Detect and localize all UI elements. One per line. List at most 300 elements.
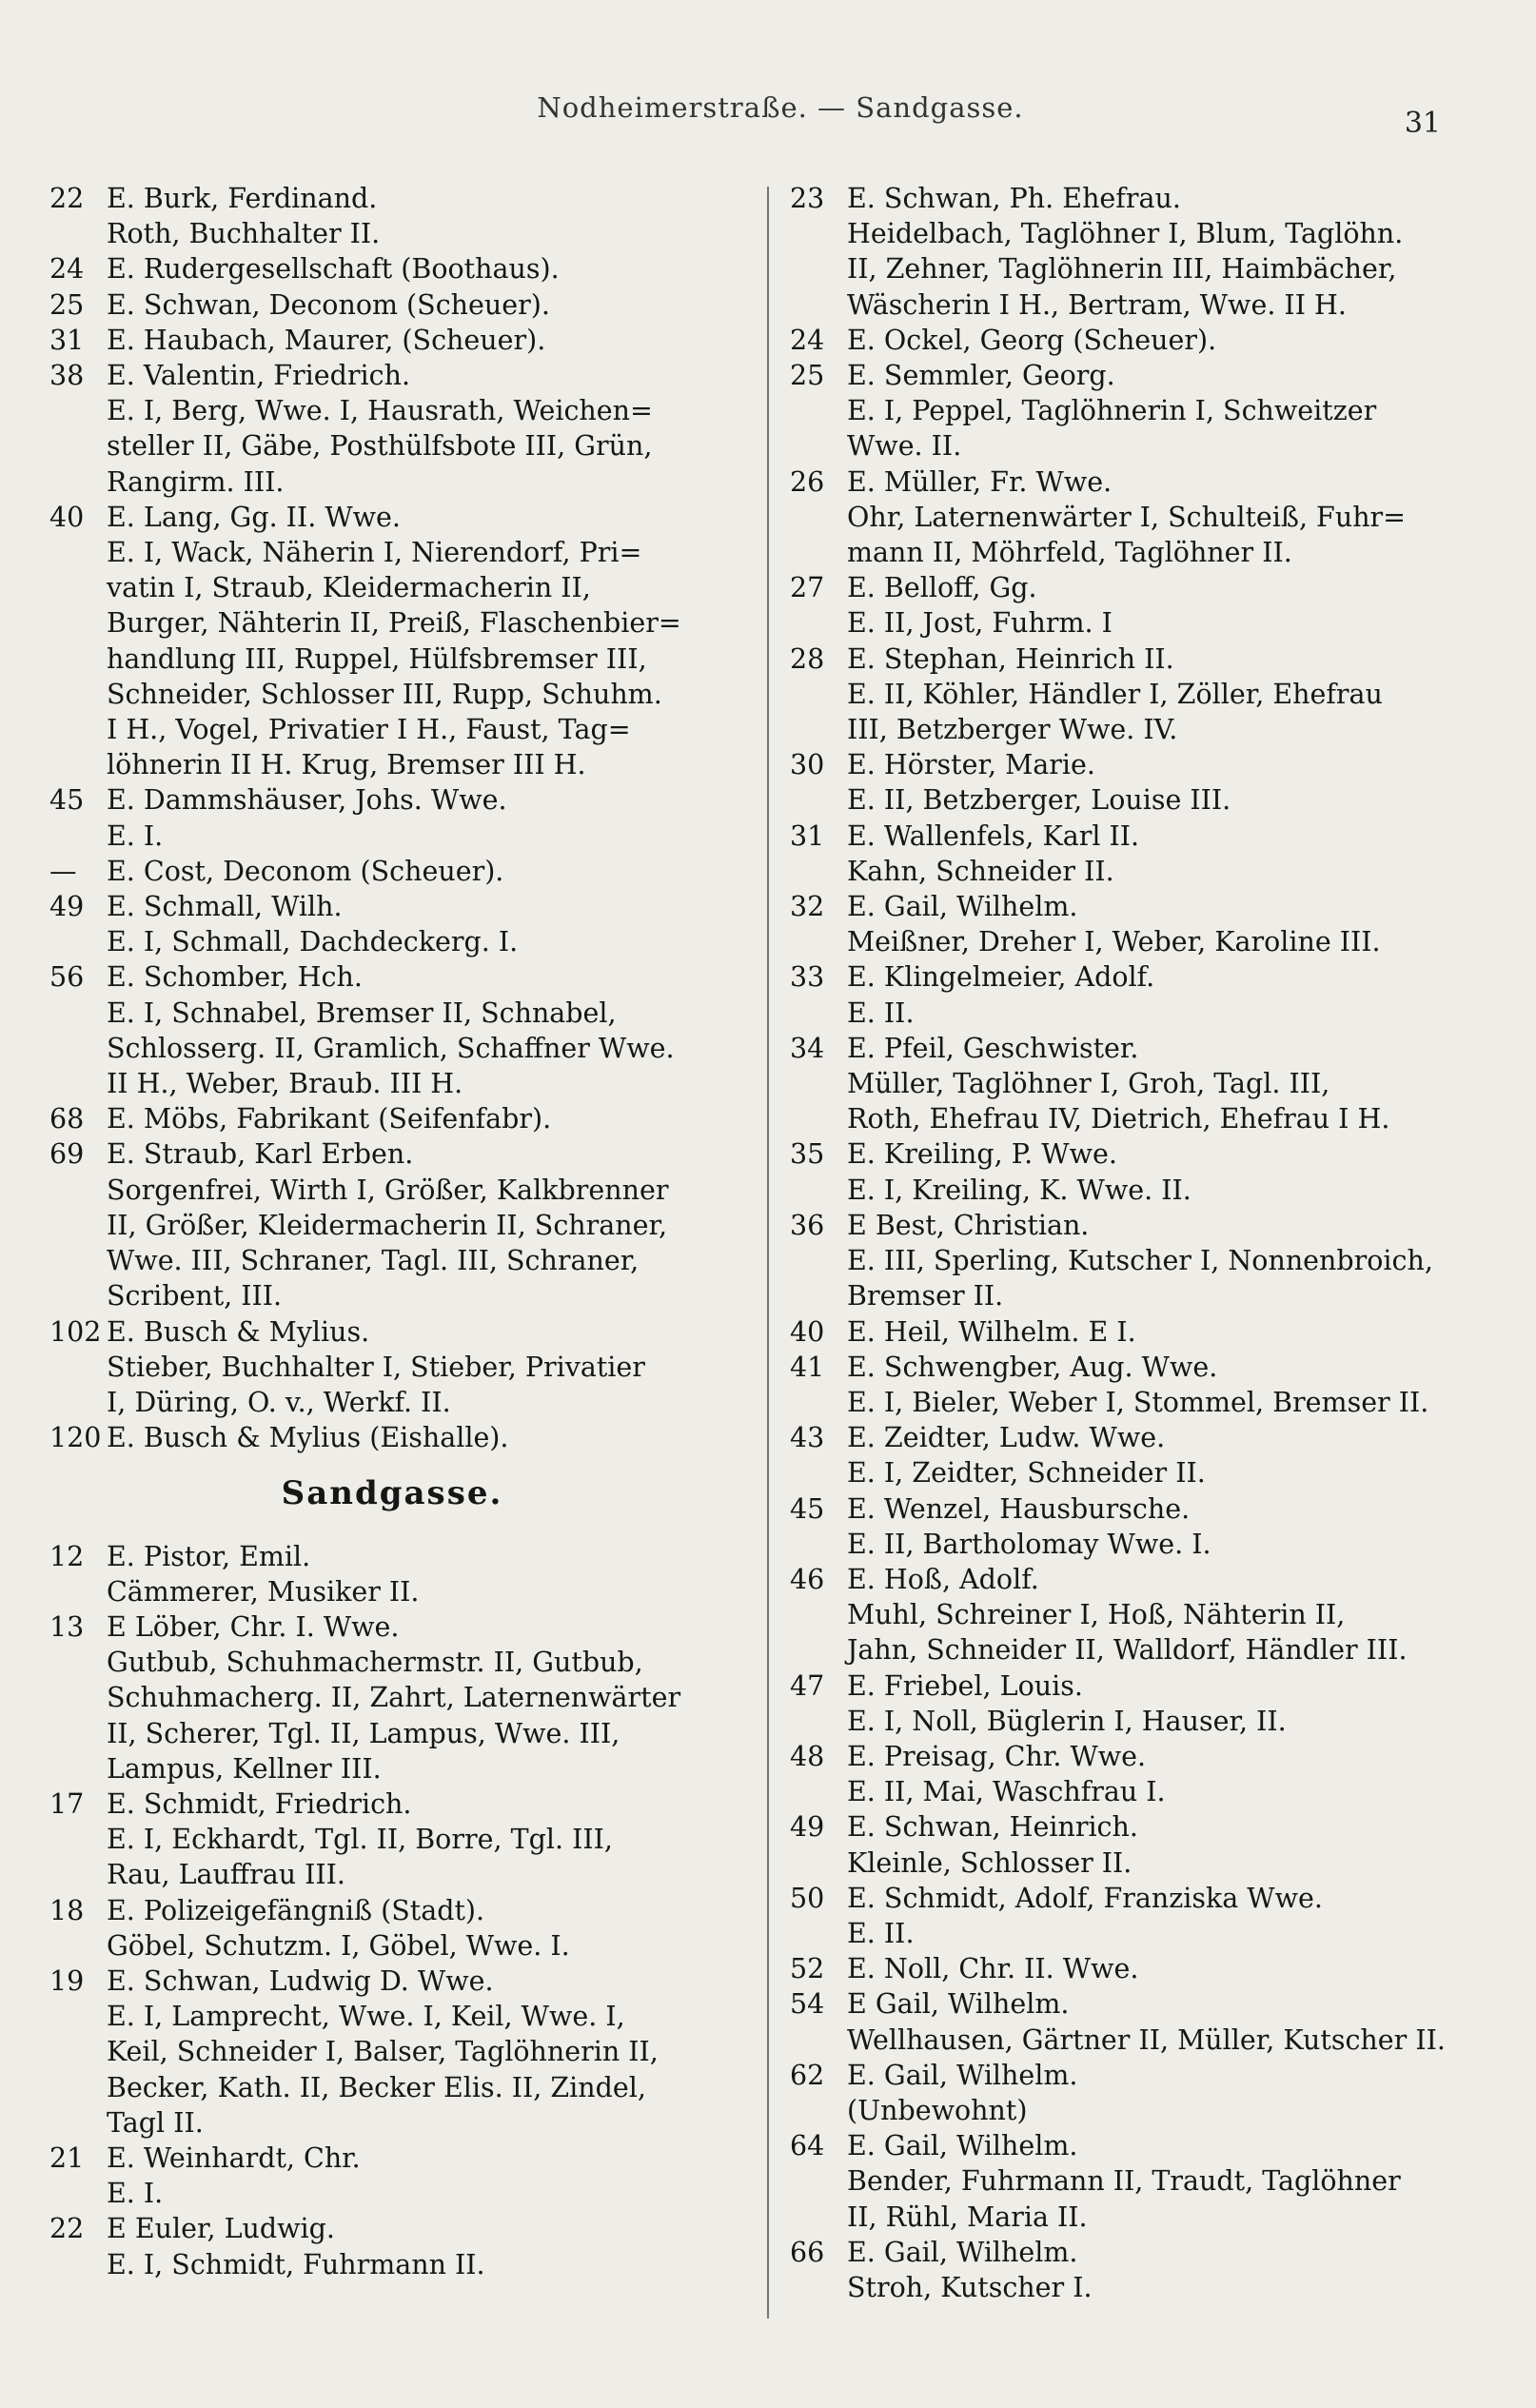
- house-number: 56: [49, 961, 85, 994]
- house-number: 120: [49, 1422, 102, 1454]
- house-number: 54: [790, 1988, 825, 2021]
- entry-text: E. Müller, Fr. Wwe.: [847, 465, 1113, 498]
- house-entry: [790, 959, 1485, 1030]
- entry-tenant-line: [790, 251, 1485, 286]
- entry-tenant-line: [790, 216, 1485, 251]
- house-entry: [49, 1539, 735, 1609]
- entry-tenant-line: [790, 1527, 1485, 1562]
- entry-owner-line: [49, 782, 735, 818]
- entry-tenant-line: [49, 924, 735, 959]
- entry-text: II H., Weber, Braub. III H.: [107, 1068, 463, 1100]
- house-entry: [790, 570, 1485, 641]
- entry-owner-line: [49, 500, 735, 535]
- entry-text: E. Rudergesellschaft (Boothaus).: [107, 253, 560, 286]
- column-divider: [767, 187, 769, 2319]
- house-entry: [790, 889, 1485, 959]
- entry-tenant-line: [49, 393, 735, 428]
- entry-tenant-line: [49, 712, 735, 747]
- entry-owner-line: [790, 1562, 1485, 1597]
- entry-text: Tagl II.: [107, 2106, 204, 2139]
- entry-text: Heidelbach, Taglöhner I, Blum, Taglöhn.: [847, 218, 1404, 250]
- entry-text: Kleinle, Schlosser II.: [847, 1846, 1132, 1879]
- entry-text: Jahn, Schneider II, Walldorf, Händler III.: [847, 1634, 1408, 1667]
- house-number: 32: [790, 891, 825, 923]
- entry-text: E. Schwengber, Aug. Wwe.: [847, 1351, 1218, 1383]
- entry-text: E. Weinhardt, Chr.: [107, 2142, 361, 2174]
- entry-text: E. Schmidt, Adolf, Franziska Wwe.: [847, 1882, 1323, 1914]
- entry-text: II, Rühl, Maria II.: [847, 2201, 1088, 2233]
- house-number: 18: [49, 1894, 85, 1926]
- entry-owner-line: [790, 1208, 1485, 1243]
- entry-text: Becker, Kath. II, Becker Elis. II, Zindel,: [107, 2071, 646, 2103]
- entry-owner-line: [790, 2128, 1485, 2163]
- house-entry: [790, 1031, 1485, 1137]
- house-entry: [790, 1491, 1485, 1562]
- house-number: 19: [49, 1964, 85, 1997]
- house-number: 50: [790, 1882, 825, 1914]
- entry-text: II, Scherer, Tgl. II, Lampus, Wwe. III,: [107, 1717, 620, 1749]
- entry-text: E. II, Betzberger, Louise III.: [847, 784, 1231, 817]
- entry-text: E. I, Schnabel, Bremser II, Schnabel,: [107, 997, 617, 1029]
- entry-owner-line: [49, 358, 735, 393]
- entry-owner-line: [49, 854, 735, 889]
- entry-text: E. I, Berg, Wwe. I, Hausrath, Weichen=: [107, 395, 653, 427]
- house-entry: [790, 1208, 1485, 1314]
- entry-text: E. Gail, Wilhelm.: [847, 2236, 1078, 2268]
- entry-text: mann II, Möhrfeld, Taglöhner II.: [847, 537, 1292, 569]
- entry-tenant-line: [49, 1645, 735, 1680]
- entry-owner-line: [790, 323, 1485, 358]
- entry-owner-line: [790, 1809, 1485, 1845]
- house-number: 28: [790, 642, 825, 675]
- entry-tenant-line: [49, 1243, 735, 1278]
- entry-text: Sorgenfrei, Wirth I, Größer, Kalkbrenner: [107, 1174, 669, 1206]
- house-number: 25: [49, 288, 85, 321]
- house-entry: [790, 1668, 1485, 1739]
- house-entry: [49, 500, 735, 783]
- entry-text: E. I, Noll, Büglerin I, Hauser, II.: [847, 1705, 1287, 1737]
- entry-owner-line: [790, 1951, 1485, 1986]
- house-number: 49: [49, 891, 85, 923]
- house-number: 68: [49, 1103, 85, 1135]
- left-entries-bottom: [49, 1539, 735, 2282]
- entry-tenant-line: [790, 1101, 1485, 1136]
- house-number: 33: [790, 961, 825, 994]
- house-number: 41: [790, 1351, 825, 1383]
- entry-text: Scribent, III.: [107, 1280, 283, 1313]
- house-entry: [49, 1893, 735, 1964]
- house-entry: [790, 1314, 1485, 1350]
- entry-text: E. Kreiling, P. Wwe.: [847, 1138, 1117, 1171]
- entry-tenant-line: [49, 1716, 735, 1751]
- entry-owner-line: [49, 1420, 735, 1455]
- house-number: 102: [49, 1315, 102, 1348]
- entry-tenant-line: [49, 605, 735, 641]
- entry-text: Wäscherin I H., Bertram, Wwe. II H.: [847, 288, 1347, 321]
- entry-text: E. Lang, Gg. II. Wwe.: [107, 501, 401, 533]
- entry-text: E. Klingelmeier, Adolf.: [847, 961, 1155, 994]
- right-entries: [790, 181, 1485, 2305]
- entry-text: Rangirm. III.: [107, 465, 285, 498]
- entry-tenant-line: [790, 1632, 1485, 1668]
- entry-tenant-line: [49, 2105, 735, 2141]
- house-number: 21: [49, 2142, 85, 2174]
- house-number: 43: [790, 1422, 825, 1454]
- entry-tenant-line: [49, 819, 735, 854]
- entry-text: vatin I, Straub, Kleidermacherin II,: [107, 572, 591, 604]
- entry-text: Ohr, Laternenwärter I, Schulteiß, Fuhr=: [847, 501, 1407, 533]
- house-number: 13: [49, 1610, 85, 1643]
- entry-text: Bender, Fuhrmann II, Traudt, Taglöhner: [847, 2165, 1401, 2198]
- house-number: 62: [790, 2059, 825, 2091]
- entry-owner-line: [790, 1031, 1485, 1066]
- entry-text: E. Pistor, Emil.: [107, 1540, 311, 1572]
- entry-tenant-line: [790, 1455, 1485, 1490]
- entry-owner-line: [49, 1964, 735, 1999]
- entry-text: Rau, Lauffrau III.: [107, 1859, 345, 1891]
- house-number: 52: [790, 1953, 825, 1985]
- entry-text: E. Schwan, Ludwig D. Wwe.: [107, 1964, 494, 1997]
- house-entry: [790, 1739, 1485, 1809]
- entry-tenant-line: [49, 2034, 735, 2069]
- entry-tenant-line: [49, 2070, 735, 2105]
- entry-text: E. Cost, Deconom (Scheuer).: [107, 855, 504, 887]
- entry-text: E. I, Lamprecht, Wwe. I, Keil, Wwe. I,: [107, 2001, 625, 2033]
- entry-tenant-line: [49, 747, 735, 782]
- house-number: 66: [790, 2236, 825, 2268]
- entry-owner-line: [49, 1893, 735, 1928]
- entry-tenant-line: [49, 1208, 735, 1243]
- entry-tenant-line: [790, 500, 1485, 535]
- entry-tenant-line: [49, 2176, 735, 2211]
- house-number: 49: [790, 1811, 825, 1844]
- entry-text: E. Wallenfels, Karl II.: [847, 819, 1140, 852]
- house-entry: [49, 1609, 735, 1786]
- entry-text: E. Preisag, Chr. Wwe.: [847, 1740, 1147, 1772]
- entry-owner-line: [790, 358, 1485, 393]
- entry-text: E. Gail, Wilhelm.: [847, 2130, 1078, 2162]
- entry-text: E. Schmall, Wilh.: [107, 891, 343, 923]
- entry-owner-line: [790, 1986, 1485, 2022]
- entry-owner-line: [49, 1609, 735, 1645]
- entry-text: E. Gail, Wilhelm.: [847, 891, 1078, 923]
- entry-tenant-line: [790, 677, 1485, 712]
- entry-tenant-line: [49, 1385, 735, 1420]
- house-number: 45: [49, 784, 85, 817]
- house-entry: [49, 181, 735, 251]
- entry-tenant-line: [49, 2247, 735, 2282]
- entry-text: Göbel, Schutzm. I, Göbel, Wwe. I.: [107, 1929, 570, 1962]
- section-title-sandgasse: Sandgasse.: [281, 1474, 503, 1513]
- entry-tenant-line: [790, 1704, 1485, 1739]
- house-number: 48: [790, 1740, 825, 1772]
- entry-tenant-line: [790, 712, 1485, 747]
- house-entry: [49, 1314, 735, 1421]
- entry-text: E. Burk, Ferdinand.: [107, 183, 378, 214]
- entry-tenant-line: [790, 924, 1485, 959]
- house-number: 30: [790, 749, 825, 781]
- entry-tenant-line: [790, 2023, 1485, 2058]
- entry-owner-line: [790, 1668, 1485, 1704]
- entry-text: E. II, Jost, Fuhrm. I: [847, 607, 1113, 640]
- entry-tenant-line: [790, 2270, 1485, 2305]
- entry-owner-line: [790, 2235, 1485, 2270]
- entry-text: E. I, Kreiling, K. Wwe. II.: [847, 1174, 1191, 1206]
- entry-text: E. II, Köhler, Händler I, Zöller, Ehefrau: [847, 678, 1383, 710]
- entry-text: E. III, Sperling, Kutscher I, Nonnenbroich,: [847, 1245, 1433, 1277]
- house-number: —: [49, 855, 77, 887]
- page-number: 31: [1404, 107, 1441, 140]
- entry-text: E. Haubach, Maurer, (Scheuer).: [107, 324, 546, 356]
- entry-text: E. Straub, Karl Erben.: [107, 1138, 414, 1171]
- house-entry: [790, 1881, 1485, 1951]
- house-entry: [49, 2211, 735, 2281]
- entry-text: Gutbub, Schuhmachermstr. II, Gutbub,: [107, 1647, 643, 1679]
- entry-text: Müller, Taglöhner I, Groh, Tagl. III,: [847, 1068, 1330, 1100]
- house-number: 47: [790, 1669, 825, 1702]
- house-entry: [49, 1101, 735, 1136]
- entry-tenant-line: [790, 605, 1485, 641]
- house-number: 12: [49, 1540, 85, 1572]
- entry-text: E. II.: [847, 997, 915, 1029]
- entry-owner-line: [49, 2141, 735, 2176]
- entry-owner-line: [790, 641, 1485, 677]
- entry-tenant-line: [49, 641, 735, 677]
- house-entry: [49, 959, 735, 1101]
- entry-tenant-line: [790, 428, 1485, 464]
- entry-text: E. Noll, Chr. II. Wwe.: [847, 1953, 1139, 1985]
- house-entry: [790, 641, 1485, 748]
- house-entry: [790, 181, 1485, 323]
- entry-tenant-line: [790, 2200, 1485, 2235]
- entry-text: E. Friebel, Louis.: [847, 1669, 1083, 1702]
- entry-text: Wellhausen, Gärtner II, Müller, Kutscher II.: [847, 2023, 1446, 2056]
- house-entry: [790, 1136, 1485, 1207]
- house-number: 22: [49, 183, 85, 214]
- entry-tenant-line: [49, 1928, 735, 1964]
- entry-text: E. Pfeil, Geschwister.: [847, 1032, 1139, 1064]
- house-number: 38: [49, 360, 85, 392]
- entry-text: E. Busch & Mylius.: [107, 1315, 370, 1348]
- entry-text: E Euler, Ludwig.: [107, 2213, 335, 2245]
- entry-tenant-line: [790, 782, 1485, 818]
- entry-owner-line: [49, 287, 735, 323]
- entry-tenant-line: [49, 1999, 735, 2034]
- entry-text: E. Gail, Wilhelm.: [847, 2059, 1078, 2091]
- left-column: [49, 181, 735, 2282]
- entry-text: E. I, Wack, Näherin I, Nierendorf, Pri=: [107, 537, 642, 569]
- entry-owner-line: [790, 570, 1485, 605]
- entry-text: III, Betzberger Wwe. IV.: [847, 714, 1178, 746]
- house-entry: [790, 2128, 1485, 2235]
- entry-owner-line: [49, 1314, 735, 1350]
- entry-text: Stieber, Buchhalter I, Stieber, Privatier: [107, 1351, 645, 1383]
- house-number: 40: [790, 1315, 825, 1348]
- entry-owner-line: [49, 1539, 735, 1574]
- house-number: 24: [49, 253, 85, 286]
- entry-owner-line: [49, 181, 735, 216]
- house-entry: [49, 889, 735, 959]
- house-number: 46: [790, 1563, 825, 1595]
- entry-text: E. Hoß, Adolf.: [847, 1563, 1039, 1595]
- entry-tenant-line: [790, 535, 1485, 570]
- entry-text: (Unbewohnt): [847, 2094, 1028, 2126]
- house-number: 35: [790, 1138, 825, 1171]
- entry-tenant-line: [790, 1066, 1485, 1101]
- entry-owner-line: [790, 747, 1485, 782]
- house-number: 17: [49, 1787, 85, 1820]
- house-number: 31: [790, 819, 825, 852]
- entry-text: Wwe. III, Schraner, Tagl. III, Schraner,: [107, 1245, 640, 1277]
- entry-text: Roth, Buchhalter II.: [107, 218, 381, 250]
- entry-text: E. Zeidter, Ludw. Wwe.: [847, 1422, 1166, 1454]
- entry-tenant-line: [49, 1031, 735, 1066]
- entry-text: E. Schomber, Hch.: [107, 961, 363, 994]
- entry-text: E. Semmler, Georg.: [847, 360, 1115, 392]
- entry-owner-line: [790, 1739, 1485, 1774]
- entry-text: steller II, Gäbe, Posthülfsbote III, Grün,: [107, 430, 653, 463]
- entry-owner-line: [790, 1314, 1485, 1350]
- house-number: 24: [790, 324, 825, 356]
- entry-owner-line: [790, 819, 1485, 854]
- entry-tenant-line: [49, 1350, 735, 1385]
- entry-tenant-line: [49, 464, 735, 500]
- house-entry: [49, 782, 735, 853]
- entry-text: Stroh, Kutscher I.: [847, 2271, 1093, 2303]
- entry-owner-line: [790, 1350, 1485, 1385]
- running-header: Nodheimerstraße. — Sandgasse.: [537, 91, 1024, 124]
- house-entry: [49, 1136, 735, 1313]
- entry-text: II, Zehner, Taglöhnerin III, Haimbächer,: [847, 253, 1397, 286]
- entry-text: Lampus, Kellner III.: [107, 1752, 382, 1785]
- house-entry: [790, 2235, 1485, 2305]
- entry-text: E. Möbs, Fabrikant (Seifenfabr).: [107, 1103, 552, 1135]
- house-entry: [49, 1420, 735, 1455]
- right-column: [790, 181, 1485, 2305]
- house-entry: [790, 464, 1485, 571]
- house-entry: [790, 747, 1485, 818]
- entry-text: Schlosserg. II, Gramlich, Schaffner Wwe.: [107, 1032, 675, 1064]
- house-entry: [790, 323, 1485, 358]
- entry-tenant-line: [790, 287, 1485, 323]
- entry-text: E Best, Christian.: [847, 1209, 1090, 1241]
- house-entry: [49, 287, 735, 323]
- entry-text: E. Belloff, Gg.: [847, 572, 1037, 604]
- entry-text: E. I.: [107, 819, 164, 852]
- entry-text: E. Wenzel, Hausbursche.: [847, 1492, 1191, 1525]
- entry-tenant-line: [49, 1574, 735, 1609]
- entry-owner-line: [49, 1101, 735, 1136]
- house-number: 22: [49, 2213, 85, 2245]
- house-number: 34: [790, 1032, 825, 1064]
- entry-text: Roth, Ehefrau IV, Dietrich, Ehefrau I H.: [847, 1103, 1390, 1135]
- entry-owner-line: [790, 2058, 1485, 2093]
- house-entry: [49, 251, 735, 286]
- entry-text: Schneider, Schlosser III, Rupp, Schuhm.: [107, 678, 662, 710]
- entry-tenant-line: [49, 1751, 735, 1786]
- house-number: 27: [790, 572, 825, 604]
- entry-owner-line: [49, 1786, 735, 1822]
- entry-text: handlung III, Ruppel, Hülfsbremser III,: [107, 642, 647, 675]
- entry-tenant-line: [790, 854, 1485, 889]
- entry-owner-line: [49, 1136, 735, 1172]
- house-number: 25: [790, 360, 825, 392]
- house-number: 69: [49, 1138, 85, 1171]
- house-entry: [49, 1786, 735, 1893]
- entry-text: E. Schmidt, Friedrich.: [107, 1787, 412, 1820]
- entry-text: E. I, Bieler, Weber I, Stommel, Bremser II.: [847, 1386, 1429, 1418]
- entry-text: E. I, Eckhardt, Tgl. II, Borre, Tgl. III,: [107, 1824, 613, 1856]
- entry-owner-line: [790, 959, 1485, 995]
- entry-owner-line: [49, 323, 735, 358]
- house-number: 23: [790, 183, 825, 214]
- entry-text: E. I, Schmidt, Fuhrmann II.: [107, 2248, 485, 2280]
- entry-text: E. II, Bartholomay Wwe. I.: [847, 1528, 1211, 1560]
- entry-text: E. I, Peppel, Taglöhnerin I, Schweitzer: [847, 395, 1377, 427]
- entry-tenant-line: [49, 216, 735, 251]
- entry-tenant-line: [790, 2093, 1485, 2128]
- entry-text: Burger, Nähterin II, Preiß, Flaschenbier=: [107, 607, 681, 640]
- house-entry: [49, 854, 735, 889]
- house-entry: [790, 1562, 1485, 1668]
- house-number: 64: [790, 2130, 825, 2162]
- entry-tenant-line: [49, 535, 735, 570]
- entry-text: Schuhmacherg. II, Zahrt, Laternenwärter: [107, 1682, 681, 1714]
- house-entry: [790, 1986, 1485, 2057]
- entry-owner-line: [790, 181, 1485, 216]
- entry-owner-line: [790, 1881, 1485, 1916]
- house-number: 26: [790, 465, 825, 498]
- entry-tenant-line: [49, 428, 735, 464]
- house-entry: [790, 2058, 1485, 2128]
- entry-text: Wwe. II.: [847, 430, 962, 463]
- entry-text: E. Stephan, Heinrich II.: [847, 642, 1174, 675]
- entry-text: E. Valentin, Friedrich.: [107, 360, 410, 392]
- entry-tenant-line: [49, 1066, 735, 1101]
- house-number: 40: [49, 501, 85, 533]
- entry-text: II, Größer, Kleidermacherin II, Schraner,: [107, 1209, 668, 1241]
- entry-tenant-line: [49, 1278, 735, 1313]
- entry-text: Bremser II.: [847, 1280, 1004, 1313]
- entry-owner-line: [790, 889, 1485, 924]
- house-entry: [790, 1350, 1485, 1420]
- entry-owner-line: [790, 1136, 1485, 1172]
- entry-owner-line: [790, 1491, 1485, 1527]
- house-entry: [49, 358, 735, 500]
- house-number: 36: [790, 1209, 825, 1241]
- entry-text: Kahn, Schneider II.: [847, 855, 1114, 887]
- entry-text: E Gail, Wilhelm.: [847, 1988, 1070, 2021]
- entry-tenant-line: [790, 1243, 1485, 1278]
- house-entry: [790, 1809, 1485, 1880]
- entry-text: E. I.: [107, 2178, 164, 2210]
- left-entries-top: [49, 181, 735, 1455]
- entry-tenant-line: [790, 1597, 1485, 1632]
- entry-text: I, Düring, O. v., Werkf. II.: [107, 1386, 451, 1418]
- entry-tenant-line: [49, 570, 735, 605]
- entry-owner-line: [49, 959, 735, 995]
- entry-text: E. Dammshäuser, Johs. Wwe.: [107, 784, 507, 817]
- entry-tenant-line: [790, 1278, 1485, 1313]
- entry-tenant-line: [790, 1916, 1485, 1951]
- entry-text: Meißner, Dreher I, Weber, Karoline III.: [847, 926, 1381, 958]
- house-number: 45: [790, 1492, 825, 1525]
- entry-text: E. I, Schmall, Dachdeckerg. I.: [107, 926, 519, 958]
- entry-text: E. Schwan, Heinrich.: [847, 1811, 1138, 1844]
- house-entry: [790, 358, 1485, 464]
- entry-tenant-line: [790, 1173, 1485, 1208]
- entry-text: E. II.: [847, 1917, 915, 1949]
